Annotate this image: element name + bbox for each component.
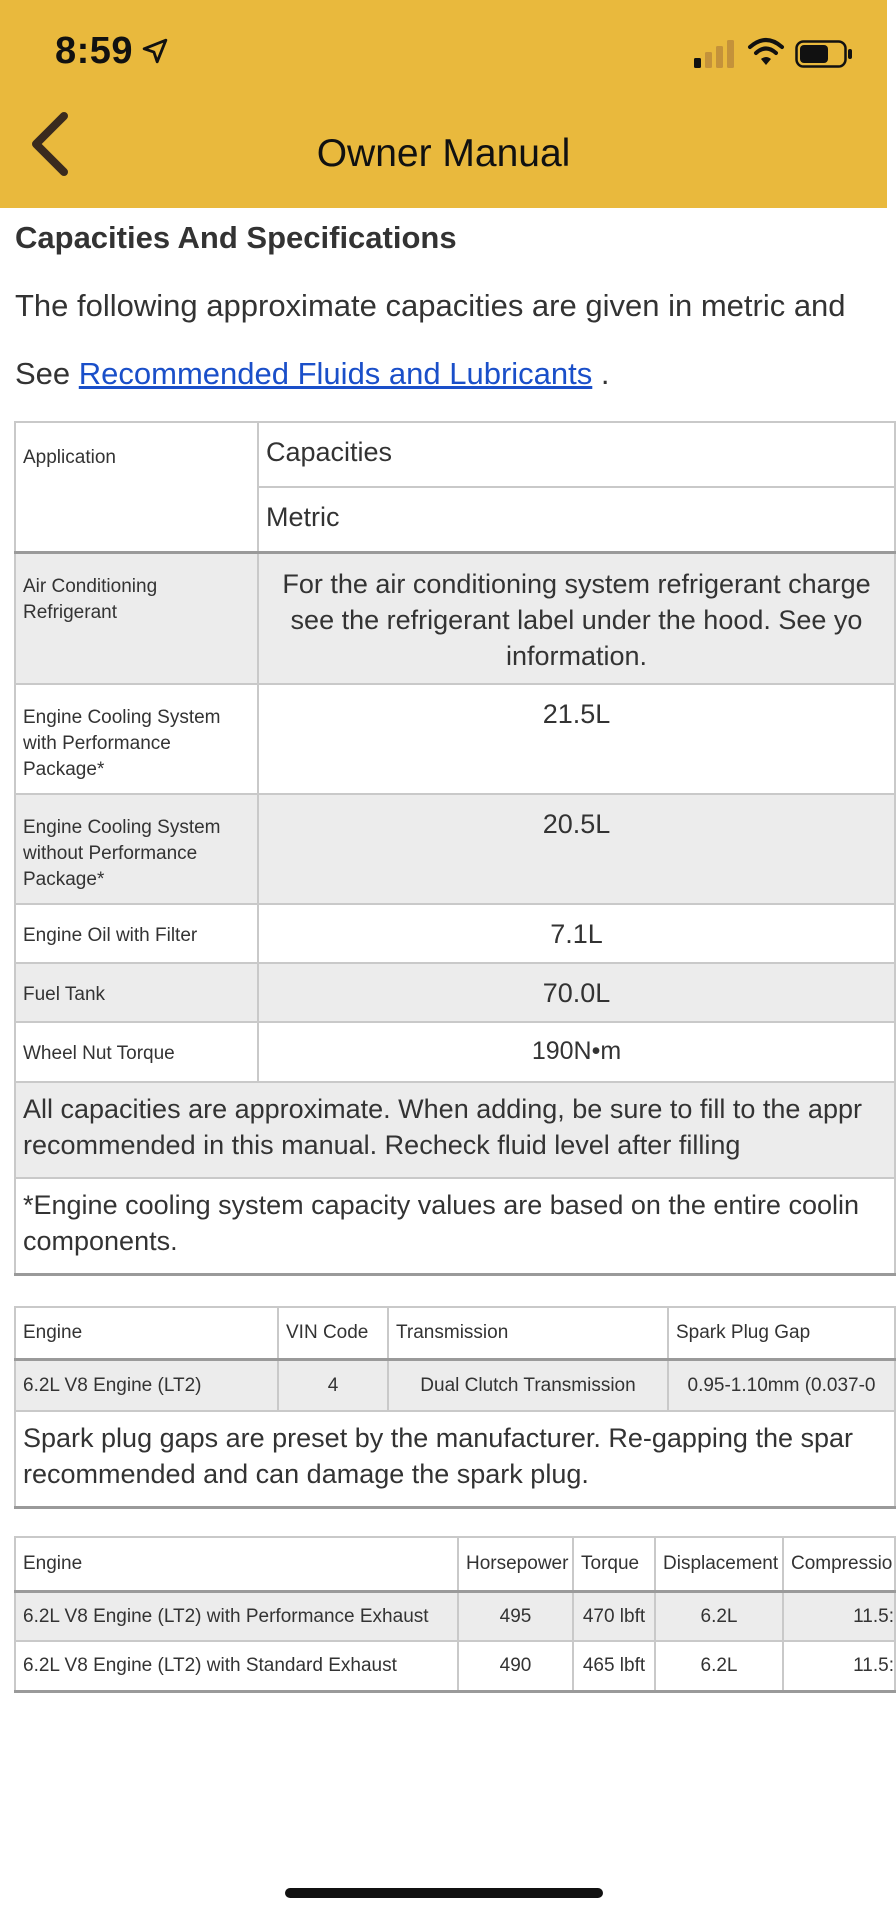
column-header-metric: Metric (258, 487, 895, 552)
metric-cell: 190N•m (258, 1022, 895, 1082)
displacement-cell: 6.2L (655, 1591, 783, 1641)
displacement-cell: 6.2L (655, 1641, 783, 1691)
application-cell: Fuel Tank (15, 963, 258, 1022)
column-header-engine: Engine (15, 1537, 458, 1591)
engine-cell: 6.2L V8 Engine (LT2) with Standard Exhaust (15, 1641, 458, 1691)
engine-cell: 6.2L V8 Engine (LT2) (15, 1359, 278, 1411)
application-cell: Engine Cooling System without Performance Package* (15, 794, 258, 904)
column-header-transmission: Transmission (388, 1307, 668, 1359)
table-row (15, 684, 895, 794)
application-cell: Engine Oil with Filter (15, 904, 258, 963)
cooling-system-note: *Engine cooling system capacity values are based on the entire coolin components. (15, 1178, 895, 1274)
column-header-compression: Compressio (783, 1537, 895, 1591)
app-header (0, 0, 887, 208)
column-header-displacement: Displacement (655, 1537, 783, 1591)
performance-table (14, 1536, 896, 1693)
application-cell: Wheel Nut Torque (15, 1022, 258, 1082)
home-indicator[interactable] (285, 1888, 603, 1898)
capacities-note: All capacities are approximate. When adding, be sure to fill to the appr recommended in this manual. Recheck fluid level after filling (15, 1082, 895, 1178)
engine-table (14, 1306, 896, 1509)
table-row (15, 794, 895, 904)
section-heading: Capacities And Specifications (15, 220, 457, 255)
engine-cell: 6.2L V8 Engine (LT2) with Performance Exhaust (15, 1591, 458, 1641)
location-arrow-icon (142, 38, 168, 64)
table-row (15, 552, 895, 684)
vin-code-cell: 4 (278, 1359, 388, 1411)
recommended-fluids-link[interactable]: Recommended Fluids and Lubricants (78, 356, 593, 391)
see-suffix: . (592, 356, 610, 391)
page-title: Owner Manual (316, 132, 571, 175)
metric-cell: 7.1L (258, 904, 895, 963)
table-row (15, 1591, 895, 1641)
column-header-vin-code: VIN Code (278, 1307, 388, 1359)
compression-cell: 11.5: (783, 1641, 895, 1691)
capacities-table (14, 421, 896, 1276)
column-header-application: Application (15, 422, 258, 552)
column-header-capacities: Capacities (258, 422, 895, 487)
column-header-engine: Engine (15, 1307, 278, 1359)
note-row (15, 1082, 895, 1178)
cellular-signal-icon (694, 40, 738, 68)
metric-cell: 70.0L (258, 963, 895, 1022)
application-cell: Air Conditioning Refrigerant (15, 552, 258, 684)
battery-icon (795, 40, 853, 68)
metric-cell: For the air conditioning system refrigerant charge see the refrigerant label under the hood. See yo information. (258, 552, 895, 684)
metric-cell: 21.5L (258, 684, 895, 794)
horsepower-cell: 490 (458, 1641, 573, 1691)
intro-paragraph: The following approximate capacities are given in metric and (15, 288, 846, 323)
torque-cell: 470 lbft (573, 1591, 655, 1641)
table-row (15, 904, 895, 963)
manual-content[interactable] (0, 208, 894, 1920)
note-row (15, 1178, 895, 1274)
table-row (15, 1022, 895, 1082)
application-cell: Engine Cooling System with Performance Package* (15, 684, 258, 794)
column-header-spark-plug-gap: Spark Plug Gap (668, 1307, 895, 1359)
table-row (15, 1641, 895, 1691)
see-also-line (15, 356, 610, 392)
table-row (15, 963, 895, 1022)
spark-plug-note: Spark plug gaps are preset by the manufacturer. Re-gapping the spar recommended and can damage the spark plug. (15, 1411, 895, 1507)
torque-cell: 465 lbft (573, 1641, 655, 1691)
status-time: 8:59 (55, 30, 134, 72)
horsepower-cell: 495 (458, 1591, 573, 1641)
metric-cell: 20.5L (258, 794, 895, 904)
note-row (15, 1411, 895, 1507)
wifi-icon (748, 37, 784, 67)
transmission-cell: Dual Clutch Transmission (388, 1359, 668, 1411)
table-row (15, 1359, 895, 1411)
column-header-torque: Torque (573, 1537, 655, 1591)
compression-cell: 11.5: (783, 1591, 895, 1641)
column-header-horsepower: Horsepower (458, 1537, 573, 1591)
spark-plug-gap-cell: 0.95-1.10mm (0.037-0 (668, 1359, 895, 1411)
see-prefix: See (15, 356, 79, 391)
